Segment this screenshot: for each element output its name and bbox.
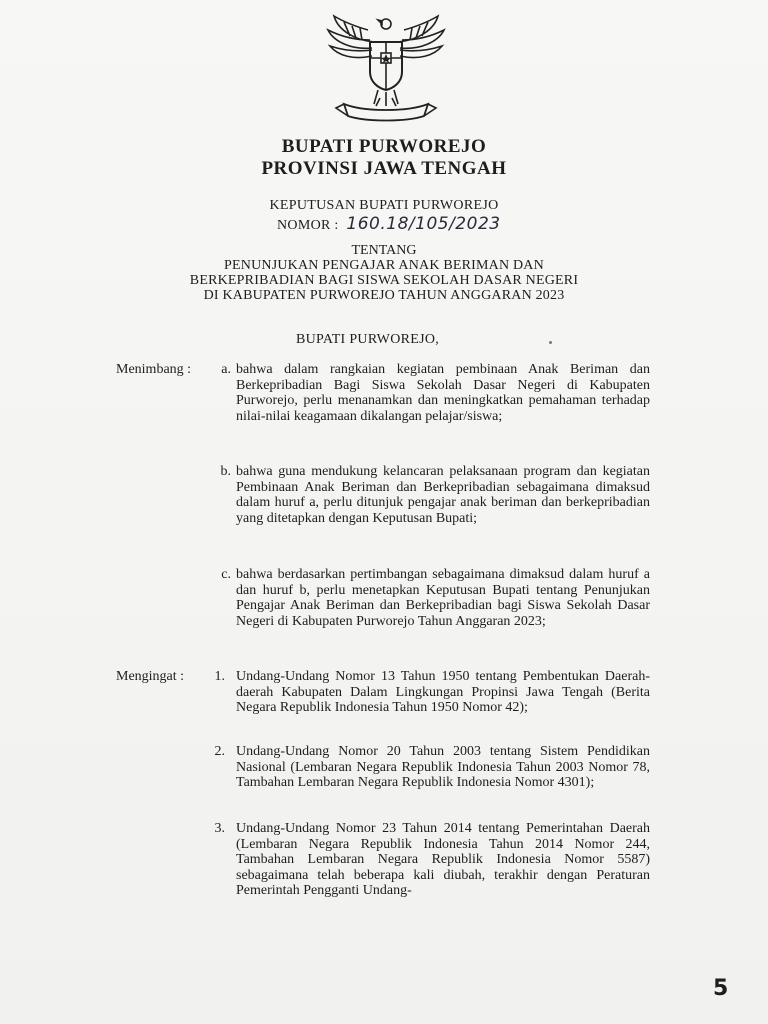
menimbang-label: Menimbang : (116, 362, 192, 377)
menimbang-marker-c: c. (221, 567, 231, 582)
mengingat-item-3: Undang-Undang Nomor 23 Tahun 2014 tentang Pemerintahan Daerah (Lembaran Negara Republik Indonesia Tahun 2014 Nomor 244, Tambahan Lembaran Negara Republik Indonesia Nomor 5587) sebagaimana telah beberapa kali diubah, terakhir dengan Peraturan Pemerintah Pengganti Undang- (236, 821, 650, 899)
authority-line: BUPATI PURWOREJO, (296, 332, 440, 347)
mengingat-marker-3: 3. (214, 821, 225, 836)
menimbang-marker-a: a. (221, 362, 231, 377)
menimbang-item-a: bahwa dalam rangkaian kegiatan pembinaan Anak Beriman dan Berkepribadian Bagi Siswa Sekolah Dasar Negeri di Kabupaten Purworejo, perlu menanamkan dan meningkatkan pemahaman terhadap nilai-nilai keagamaan dikalangan pelajar/siswa; (236, 362, 650, 424)
mengingat-marker-1: 1. (214, 669, 225, 684)
menimbang-marker-b: b. (220, 464, 231, 479)
tentang-heading: TENTANG (351, 243, 417, 258)
garuda-emblem-icon (324, 12, 448, 124)
subject-line-1: PENUNJUKAN PENGAJAR ANAK BERIMAN DAN (224, 258, 544, 273)
decree-number-label: NOMOR : (277, 218, 339, 233)
decree-number-handwritten: 160.18/105/2023 (346, 214, 501, 234)
subject-line-2: BERKEPRIBADIAN BAGI SISWA SEKOLAH DASAR NEGERI (189, 273, 579, 288)
mengingat-item-1: Undang-Undang Nomor 13 Tahun 1950 tentang Pembentukan Daerah-daerah Kabupaten Dalam Lingkungan Propinsi Jawa Tengah (Berita Negara Republik Indonesia Tahun 1950 Nomor 42); (236, 669, 650, 716)
header-line-2: PROVINSI JAWA TENGAH (261, 158, 507, 179)
mengingat-label: Mengingat : (116, 669, 185, 684)
subject-line-3: DI KABUPATEN PURWOREJO TAHUN ANGGARAN 2023 (203, 288, 565, 303)
menimbang-item-b: bahwa guna mendukung kelancaran pelaksanaan program dan kegiatan Pembinaan Anak Beriman dan Berkepribadian sebagaimana dimaksud dalam huruf a, perlu ditunjuk pengajar anak beriman dan berkepribadian yang ditetapkan dengan Keputusan Bupati; (236, 464, 650, 526)
scan-speck (549, 341, 552, 344)
decree-title: KEPUTUSAN BUPATI PURWOREJO (269, 198, 499, 213)
mengingat-marker-2: 2. (214, 744, 225, 759)
mengingat-item-2: Undang-Undang Nomor 20 Tahun 2003 tentang Sistem Pendidikan Nasional (Lembaran Negara Republik Indonesia Tahun 2003 Nomor 78, Tambahan Lembaran Negara Republik Indonesia Nomor 4301); (236, 744, 650, 791)
header-line-1: BUPATI PURWOREJO (281, 136, 487, 157)
decree-number (277, 214, 501, 234)
page-number: 5 (713, 976, 729, 1001)
menimbang-item-c: bahwa berdasarkan pertimbangan sebagaimana dimaksud dalam huruf a dan huruf b, perlu menetapkan Keputusan Bupati tentang Penunjukan Pengajar Anak Beriman dan Berkepribadian bagi Siswa Sekolah Dasar Negeri di Kabupaten Purworejo Tahun Anggaran 2023; (236, 567, 650, 629)
